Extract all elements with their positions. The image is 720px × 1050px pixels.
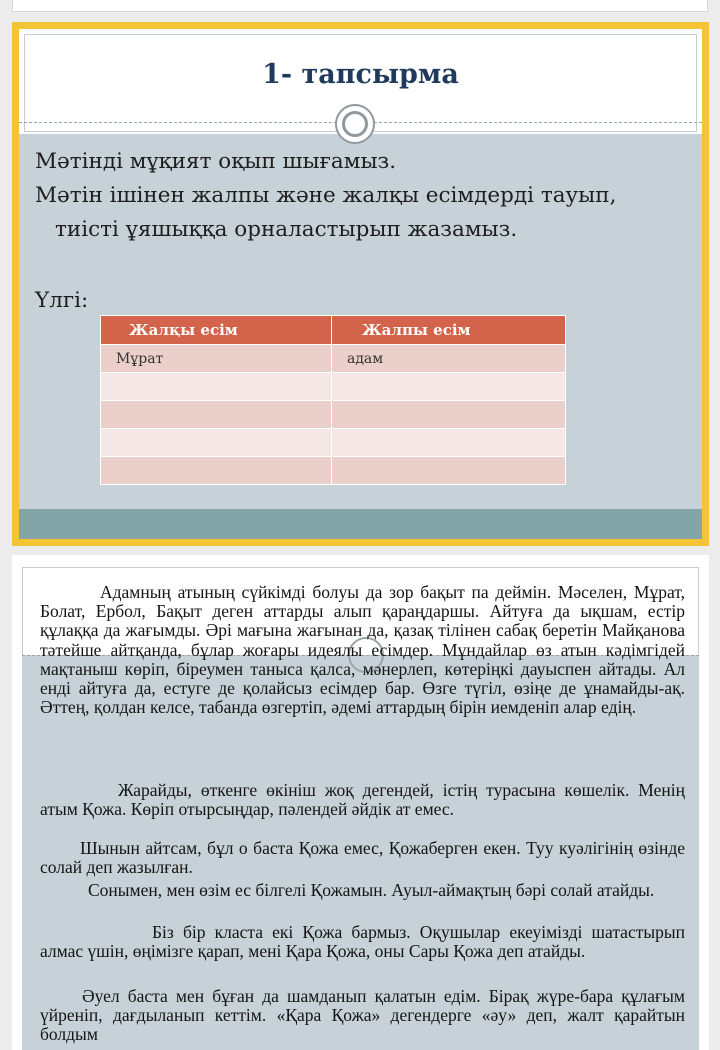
table-cell: адам (331, 345, 565, 373)
circle-ornament-icon (335, 104, 375, 144)
table-cell: Мұрат (101, 345, 332, 373)
table-cell (101, 429, 332, 457)
paragraph: Сонымен, мен өзім ес білгелі Қожамын. Ауыл-аймақтың бәрі солай атайды. (88, 880, 655, 900)
table-cell (101, 401, 332, 429)
paragraph: Адамның атының сүйкімді болуы да зор бақыт па деймін. Мәселен, Мұрат, Болат, Ербол, Бақыт деген аттарды алып қараңдаршы. Айтуға да ықшам, естір құлаққа да жағымды. Әрі мағына жағынан да, қазақ тілінен сабақ беретін Майқанова тәтейше айтқанда, бұлар жоғары идеялы есімдер. Мұндайлар өз атын кәдімгідей мақтаныш көріп, біреумен таныса қалса, мәнерлеп, көтеріңкі дауыспен айтады. Ал енді айтуға да, естуге де қолайсыз есімдер бар. Өзге түгіл, өзіңе де ұнамайды-ақ. Әттең, қолдан келсе, табанда өзгертіп, әдемі аттардың бірін иемденіп алар едің. (40, 582, 685, 718)
table-row (101, 401, 566, 429)
instruction-line-3: тиісті ұяшыққа орналастырып жазамыз. (55, 217, 518, 242)
table-cell (331, 373, 565, 401)
table-cell (101, 373, 332, 401)
slide-bottom-band (19, 509, 702, 539)
table-cell (331, 457, 565, 485)
header-common-noun: Жалпы есім (331, 316, 565, 345)
example-table (100, 315, 566, 485)
table-row (101, 429, 566, 457)
table-cell (101, 457, 332, 485)
slide-reading-text (12, 555, 709, 1050)
slide-task-1 (12, 22, 709, 546)
previous-slide-edge (12, 0, 708, 12)
paragraph: Шынын айтсам, бұл о баста Қожа емес, Қожаберген екен. Туу куәлігінің өзінде солай деп жазылған. (40, 838, 685, 878)
slide-title: 1- тапсырма (262, 59, 459, 90)
table-row (101, 373, 566, 401)
instruction-line-2: Мәтін ішінен жалпы және жалқы есімдерді тауып, (35, 183, 617, 208)
paragraph: Әуел баста мен бұған да шамданып қалатын едім. Бірақ жүре-бара құлағым үйреніп, дағдыланып кеттім. «Қара Қожа» дегендерге «әу» деп, жалт қарайтын болдым (40, 986, 685, 1045)
instruction-line-1: Мәтінді мұқият оқып шығамыз. (35, 149, 397, 174)
table-cell (331, 401, 565, 429)
table-header-row (101, 316, 566, 345)
paragraph: Жарайды, өткенге өкініш жоқ дегендей, істің турасына көшелік. Менің атым Қожа. Көріп отырсыңдар, пәлендей әйдік ат емес. (40, 780, 685, 820)
header-proper-noun: Жалқы есім (101, 316, 332, 345)
slide-reading-content (22, 567, 699, 1050)
example-label: Үлгі: (35, 288, 89, 313)
table-row (101, 457, 566, 485)
table-row (101, 345, 566, 373)
slide-task-1-content (19, 29, 702, 539)
paragraph: Біз бір класта екі Қожа бармыз. Оқушылар екеуімізді шатастырып алмас үшін, өңімізге қарап, мені Қара Қожа, оны Сары Қожа деп атайды. (40, 922, 685, 962)
table-cell (331, 429, 565, 457)
